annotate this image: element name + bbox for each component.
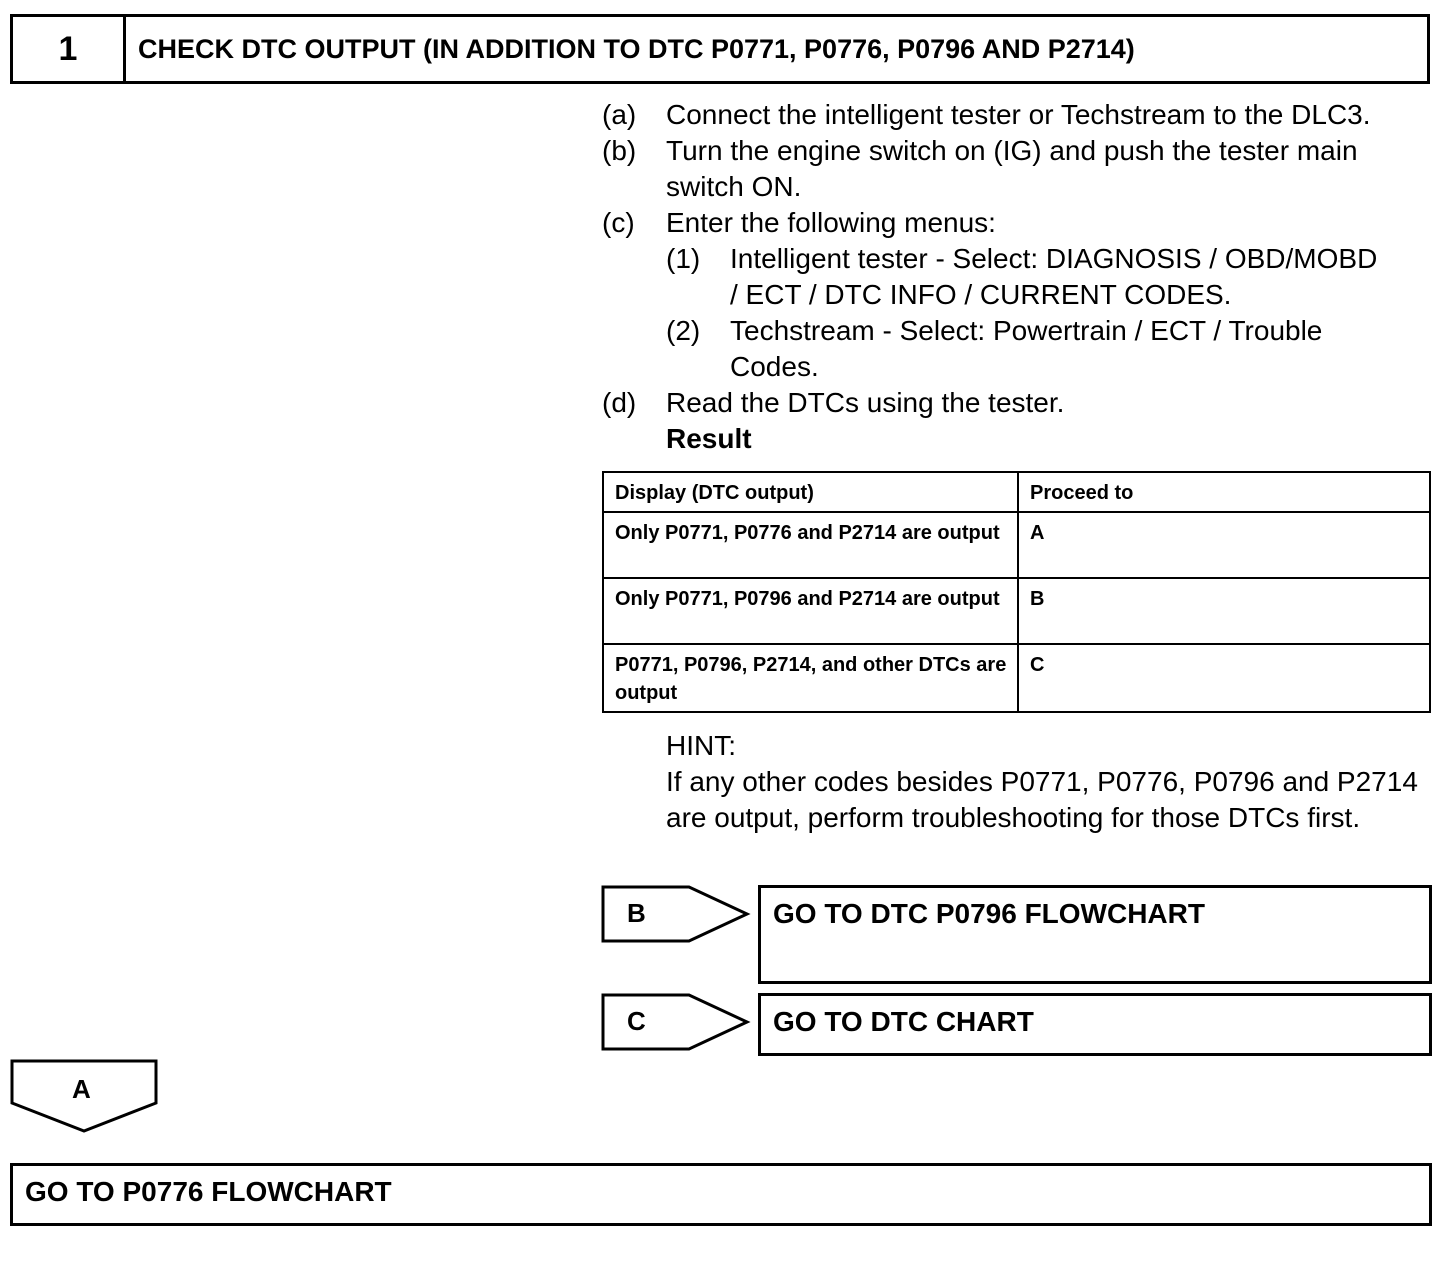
instruction-c1 [602,241,1442,313]
instruction-text: Turn the engine switch on (IG) and push the tester main [666,135,1358,166]
table-row [603,578,1430,644]
go-to-dtc-chart-box: GO TO DTC CHART [758,993,1432,1056]
instruction-text: switch ON. [666,171,802,202]
instruction-text: Techstream - Select: Powertrain / ECT / Trouble [730,315,1323,346]
table-cell: B [1018,578,1430,644]
table-cell: A [1018,512,1430,578]
table-header-cell: Display (DTC output) [603,472,1018,512]
branch-a-label: A [72,1074,91,1104]
step-title: CHECK DTC OUTPUT (IN ADDITION TO DTC P0771, P0776, P0796 AND P2714) [138,33,1135,64]
result-table [602,471,1431,713]
table-cell: C [1018,644,1430,712]
instruction-d [602,385,1442,421]
table-header-cell: Proceed to [1018,472,1430,512]
table-row [603,512,1430,578]
go-to-p0796-flowchart-box: GO TO DTC P0796 FLOWCHART [758,885,1432,984]
branch-c-label: C [627,1006,646,1036]
instruction-b [602,133,1442,205]
instruction-label: (1) [666,243,701,274]
branch-c-arrow-icon [601,993,751,1051]
table-row [603,644,1430,712]
step-number: 1 [13,17,126,81]
step-header [10,14,1430,84]
table-header-row [603,472,1430,512]
branch-b-arrow-icon [601,885,751,943]
branch-b-label: B [627,898,646,928]
instruction-text: Intelligent tester - Select: DIAGNOSIS / OBD/MOBD [730,243,1378,274]
instruction-text: Codes. [730,351,819,382]
table-cell: Only P0771, P0796 and P2714 are output [603,578,1018,644]
instruction-label: (2) [666,315,701,346]
instruction-c2 [602,313,1442,385]
instruction-label: (b) [602,135,637,166]
instruction-label: (a) [602,99,637,130]
hint-label: HINT: [666,730,736,761]
instruction-text: Read the DTCs using the tester. [666,387,1065,418]
table-cell: P0771, P0796, P2714, and other DTCs are output [603,644,1018,712]
instruction-text: Connect the intelligent tester or Techstream to the DLC3. [666,99,1371,130]
hint-block [666,728,1436,836]
instruction-text: / ECT / DTC INFO / CURRENT CODES. [730,279,1232,310]
instruction-list [602,97,1442,457]
go-to-p0776-flowchart-box: GO TO P0776 FLOWCHART [10,1163,1432,1226]
instruction-label: (c) [602,207,635,238]
instruction-text: Enter the following menus: [666,207,996,238]
instruction-a [602,97,1442,133]
instruction-label: (d) [602,387,637,418]
result-heading: Result [666,423,752,454]
hint-text: If any other codes besides P0771, P0776, P0796 and P2714 are output, perform troubleshooting for those DTCs first. [666,766,1418,833]
instruction-c [602,205,1442,241]
table-cell: Only P0771, P0776 and P2714 are output [603,512,1018,578]
